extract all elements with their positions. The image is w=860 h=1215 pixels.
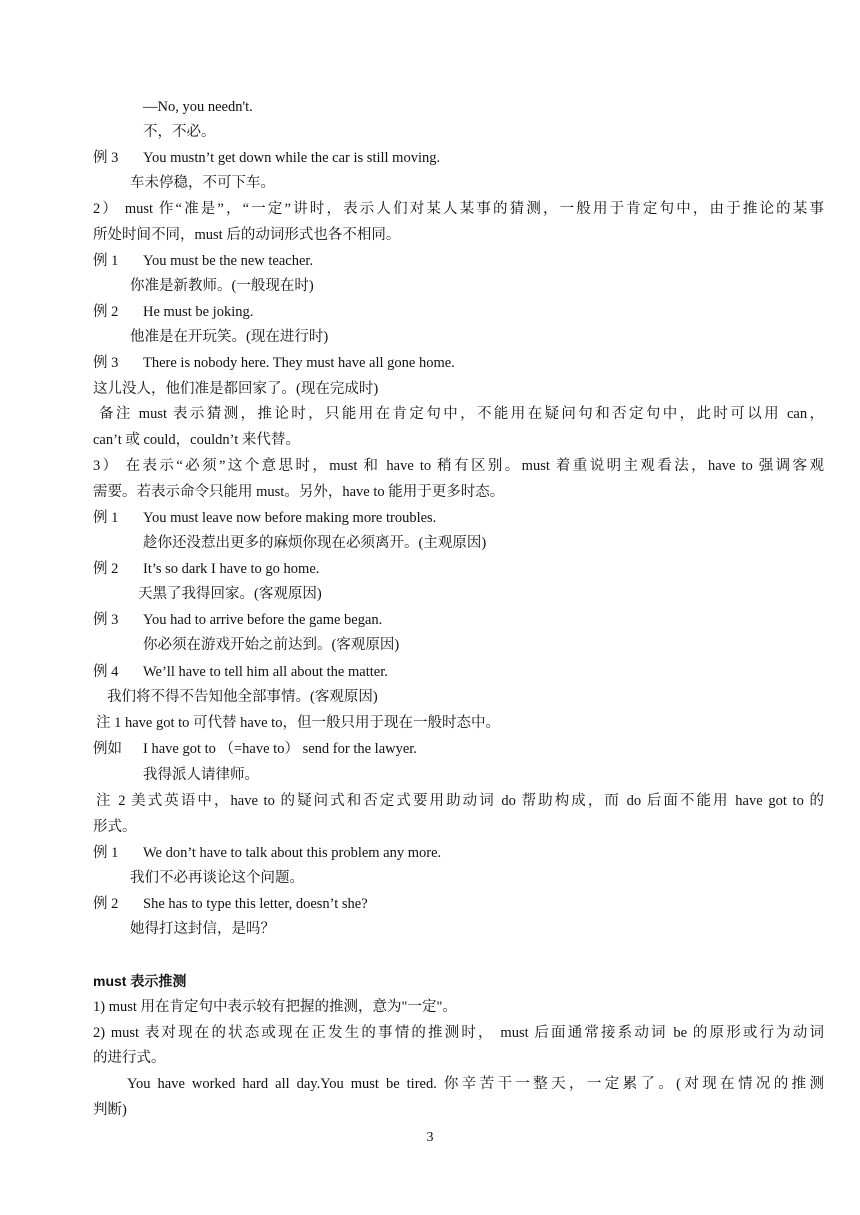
text-line: 所处时间不同，must 后的动词形式也各不相同。 <box>93 227 401 243</box>
text-line: 我们不必再谈论这个问题。 <box>130 870 304 886</box>
text-line: 的进行式。 <box>93 1050 166 1066</box>
text-line: 你准是新教师。(一般现在时) <box>130 278 314 294</box>
paragraph-line: 备注 must 表示猜测，推论时，只能用在肯定句中，不能用在疑问句和否定句中，此时可以用 can， <box>99 406 824 422</box>
example-line <box>93 894 368 914</box>
example-label: 例 1 <box>93 845 119 861</box>
example-line <box>93 610 382 630</box>
paragraph-line: 2） must 作“准是”，“一定”讲时，表示人们对某人某事的猜测，一般用于肯定句中，由于推论的某事 <box>93 201 824 217</box>
text-line: 我们将不得不告知他全部事情。(客观原因) <box>107 689 378 705</box>
paragraph-line: 注 2 美式英语中，have to 的疑问式和否定式要用助动词 do 帮助构成，而 do 后面不能用 have got to 的 <box>96 793 824 809</box>
text-line: 车未停稳，不可下车。 <box>130 175 275 191</box>
example-text: I have got to （=have to） send for the lawyer. <box>143 741 417 757</box>
example-text: You mustn’t get down while the car is still moving. <box>143 150 441 166</box>
page-number: 3 <box>426 1130 434 1145</box>
example-label: 例 2 <box>93 896 119 912</box>
text-line: can’t 或 could，couldn’t 来代替。 <box>93 432 300 448</box>
example-line <box>93 508 436 528</box>
text-line: 天黑了我得回家。(客观原因) <box>138 586 322 602</box>
example-line <box>93 559 319 579</box>
example-text: There is nobody here. They must have all gone home. <box>143 355 455 371</box>
example-text: We don’t have to talk about this problem any more. <box>143 845 442 861</box>
example-line <box>93 662 388 682</box>
paragraph-line: 3） 在表示“必须”这个意思时，must 和 have to 稍有区别。must 着重说明主观看法，have to 强调客观 <box>93 458 824 474</box>
example-label: 例 2 <box>93 304 119 320</box>
section-heading: must 表示推测 <box>93 973 187 989</box>
example-label: 例如 <box>93 741 122 757</box>
text-line: 形式。 <box>93 819 137 835</box>
example-label: 例 3 <box>93 612 119 628</box>
paragraph-line: You have worked hard all day.You must be tired. 你辛苦干一整天，一定累了。(对现在情况的推测 <box>127 1076 824 1092</box>
paragraph-line: 2) must 表对现在的状态或现在正发生的事情的推测时， must 后面通常接系动词 be 的原形或行为动词 <box>93 1025 824 1041</box>
text-line: 1) must 用在肯定句中表示较有把握的推测，意为"一定"。 <box>93 999 457 1015</box>
example-text: She has to type this letter, doesn’t she? <box>143 896 368 912</box>
example-text: You must be the new teacher. <box>143 253 314 269</box>
example-label: 例 1 <box>93 253 119 269</box>
example-text: It’s so dark I have to go home. <box>143 561 320 577</box>
example-line <box>93 148 440 168</box>
text-line: 判断) <box>93 1102 127 1118</box>
example-label: 例 3 <box>93 355 119 371</box>
text-line: 这儿没人，他们准是都回家了。(现在完成时) <box>93 381 379 397</box>
text-line: 趁你还没惹出更多的麻烦你现在必须离开。(主观原因) <box>143 535 487 551</box>
example-label: 例 4 <box>93 664 119 680</box>
example-label: 例 2 <box>93 561 119 577</box>
text-line: —No, you needn't. <box>143 99 253 115</box>
example-line <box>93 353 455 373</box>
text-line: 我得派人请律师。 <box>143 767 259 783</box>
note-line: 注 1 have got to 可代替 have to，但一般只用于现在一般时态中。 <box>96 715 500 731</box>
text-line: 你必须在游戏开始之前达到。(客观原因) <box>143 637 400 653</box>
text-line: 不，不必。 <box>143 124 216 140</box>
example-text: We’ll have to tell him all about the matter. <box>143 664 388 680</box>
example-line <box>93 739 417 759</box>
example-text: He must be joking. <box>143 304 254 320</box>
example-label: 例 3 <box>93 150 119 166</box>
example-label: 例 1 <box>93 510 119 526</box>
example-text: You must leave now before making more troubles. <box>143 510 437 526</box>
example-text: You had to arrive before the game began. <box>143 612 383 628</box>
text-line: 她得打这封信，是吗？ <box>130 921 275 937</box>
example-line <box>93 251 313 271</box>
text-line: 他准是在开玩笑。(现在进行时) <box>130 329 329 345</box>
example-line <box>93 302 253 322</box>
text-line: 需要。若表示命令只能用 must。另外，have to 能用于更多时态。 <box>93 484 505 500</box>
example-line <box>93 843 441 863</box>
